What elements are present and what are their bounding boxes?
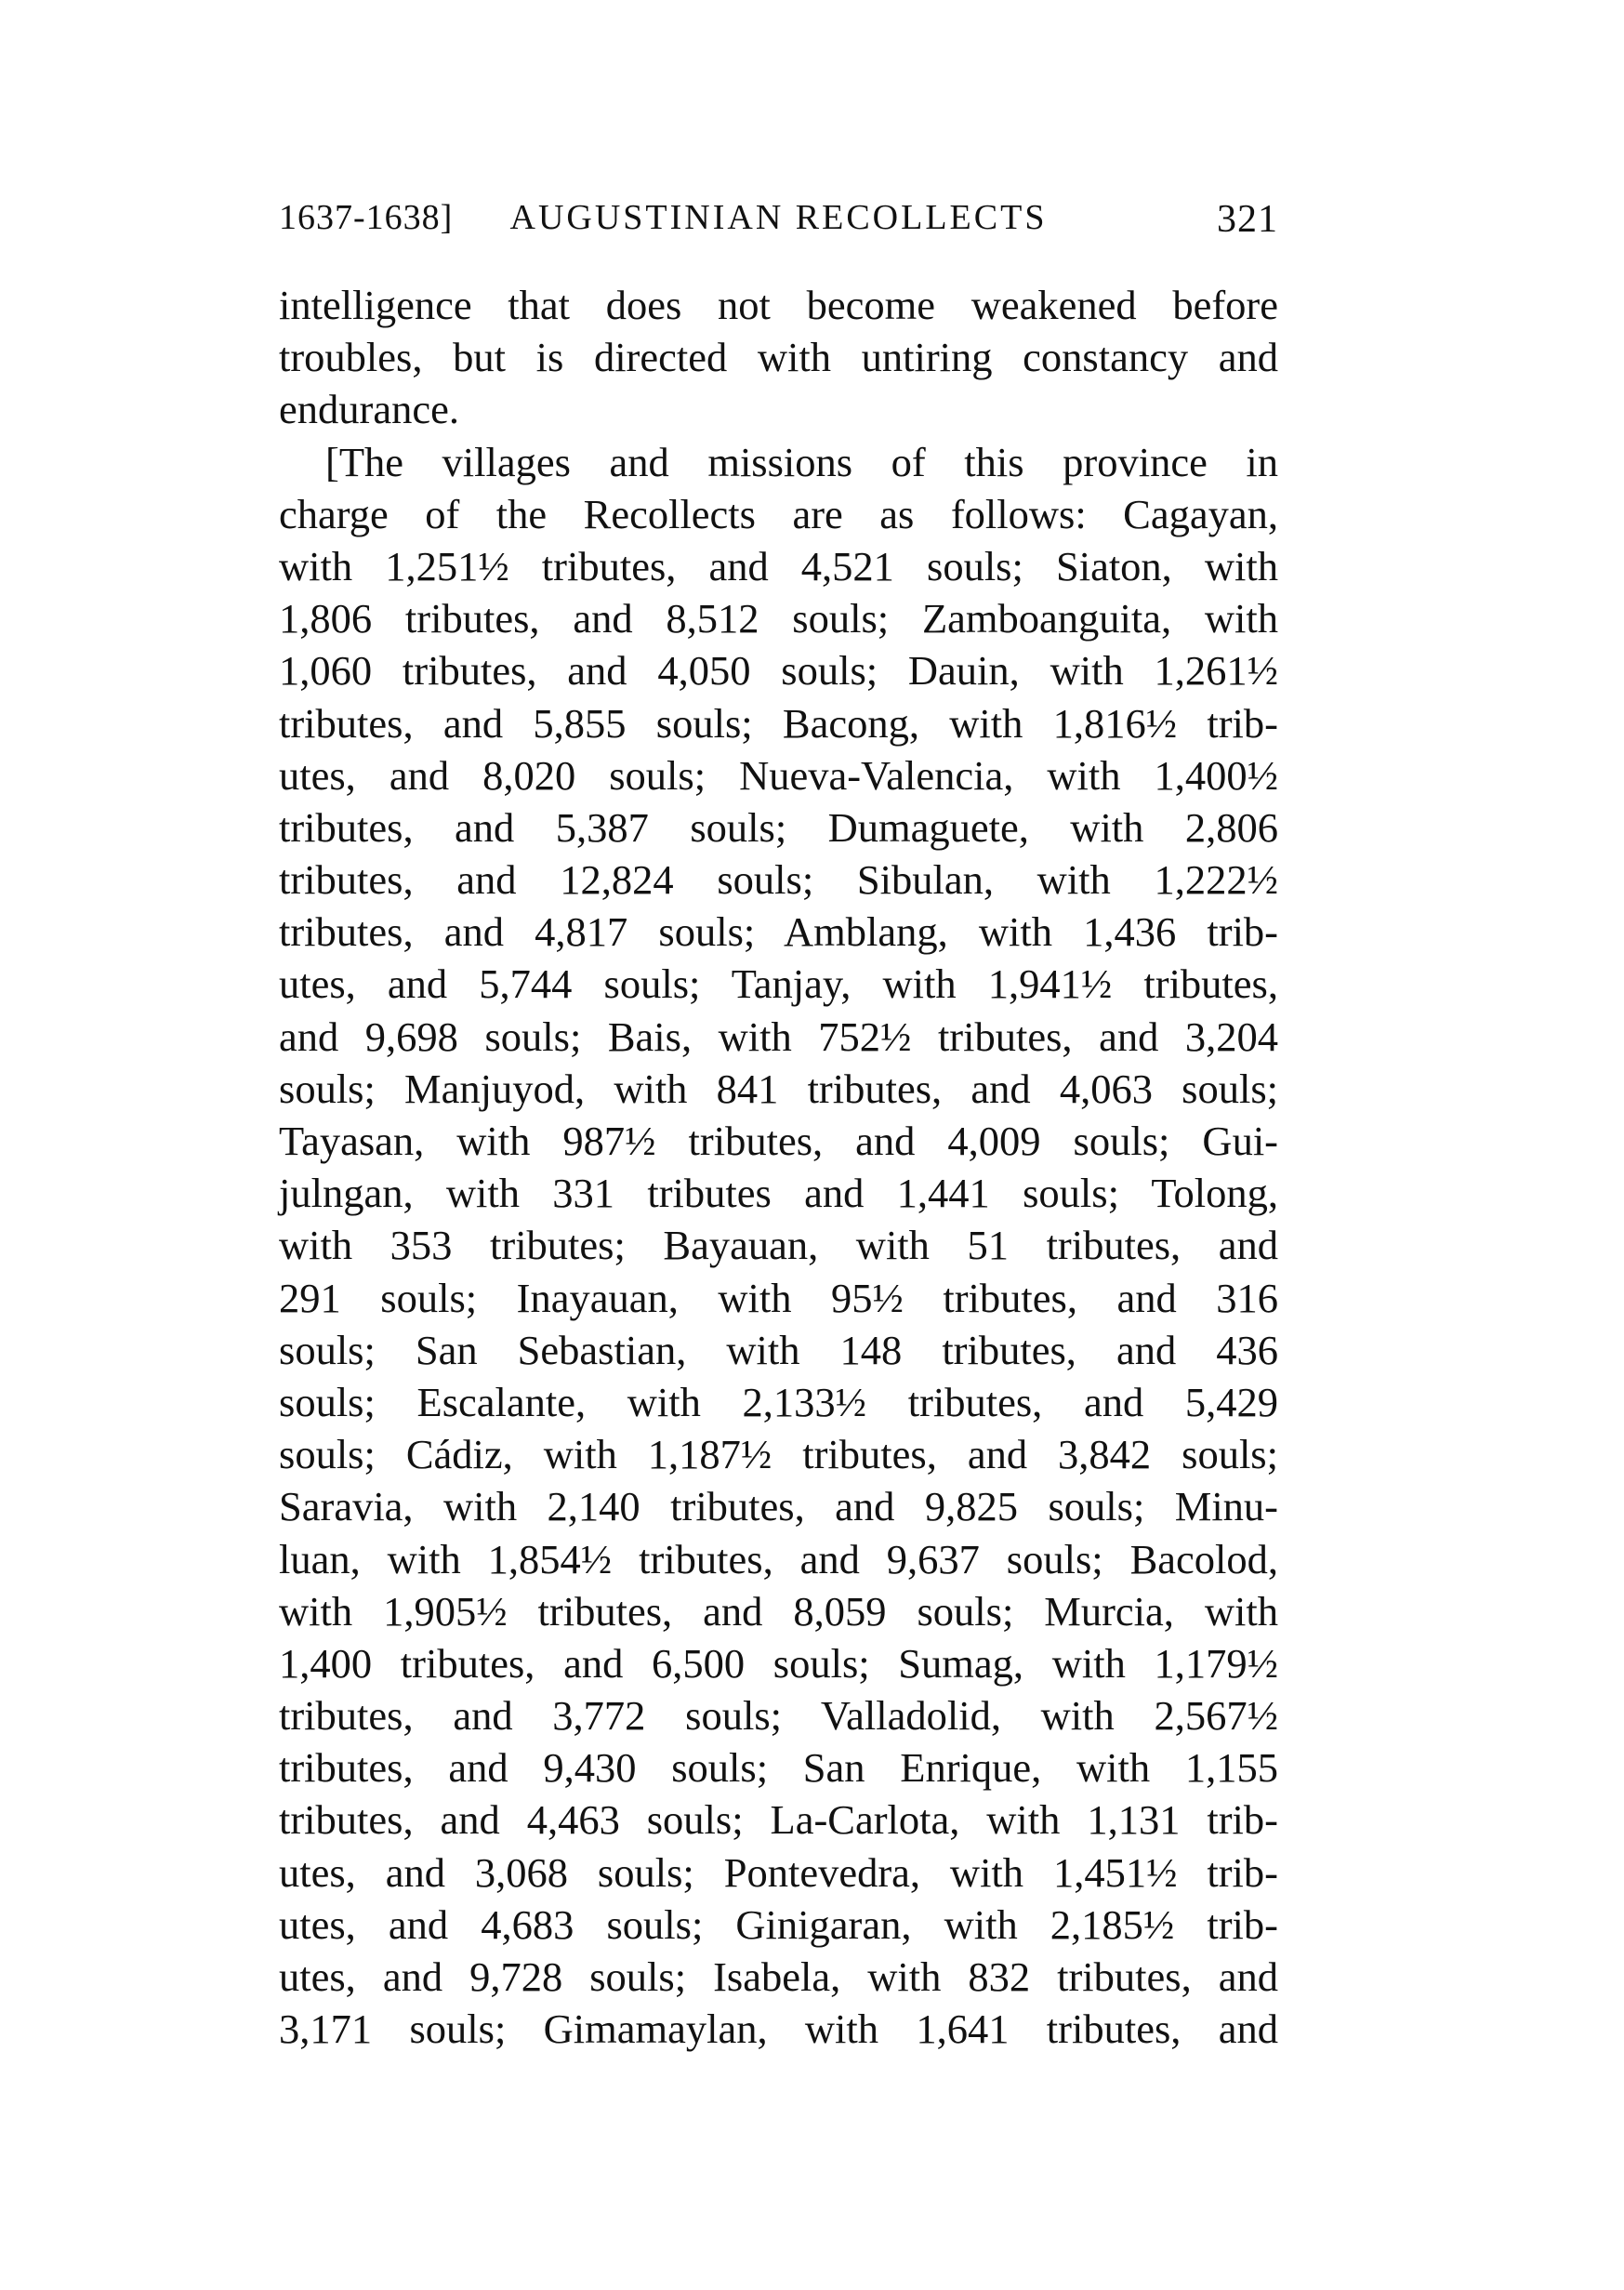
text-line: and 9,698 souls; Bais, with 752½ tributes, and 3,204: [279, 1013, 1278, 1060]
page-number: 321: [1217, 198, 1278, 241]
text-line: tributes, and 3,772 souls; Valladolid, with 2,567½: [279, 1692, 1278, 1740]
text-line: 3,171 souls; Gimamaylan, with 1,641 tributes, and: [279, 2005, 1278, 2053]
text-line: utes, and 9,728 souls; Isabela, with 832 tributes, and: [279, 1953, 1278, 2000]
text-line: with 1,905½ tributes, and 8,059 souls; Murcia, with: [279, 1587, 1278, 1635]
text-line: tributes, and 5,387 souls; Dumaguete, with 2,806: [279, 803, 1278, 851]
text-line: endurance.: [279, 386, 459, 433]
text-line: 291 souls; Inayauan, with 95½ tributes, and 316: [279, 1274, 1278, 1321]
text-line: utes, and 5,744 souls; Tanjay, with 1,941½ tributes,: [279, 960, 1278, 1008]
text-line: souls; Cádiz, with 1,187½ tributes, and 3,842 souls;: [279, 1431, 1278, 1478]
text-line: tributes, and 4,817 souls; Amblang, with 1,436 trib-: [279, 908, 1278, 956]
text-line: tributes, and 5,855 souls; Bacong, with 1,816½ trib-: [279, 699, 1278, 747]
text-line: souls; Manjuyod, with 841 tributes, and 4,063 souls;: [279, 1065, 1278, 1112]
text-line: utes, and 3,068 souls; Pontevedra, with 1,451½ trib-: [279, 1848, 1278, 1896]
running-head: [279, 197, 1278, 253]
text-line: souls; San Sebastian, with 148 tributes, and 436: [279, 1326, 1278, 1373]
text-line: with 353 tributes; Bayauan, with 51 tributes, and: [279, 1222, 1278, 1269]
text-line: with 1,251½ tributes, and 4,521 souls; Siaton, with: [279, 542, 1278, 589]
text-line: charge of the Recollects are as follows: Cagayan,: [279, 490, 1278, 537]
text-line: tributes, and 9,430 souls; San Enrique, with 1,155: [279, 1744, 1278, 1792]
text-line: [The villages and missions of this province in: [325, 438, 1278, 485]
body-text: [279, 279, 1278, 2055]
text-line: 1,806 tributes, and 8,512 souls; Zamboanguita, with: [279, 595, 1278, 642]
header-years: 1637-1638]: [279, 198, 454, 237]
text-line: intelligence that does not become weakened before: [279, 282, 1278, 328]
text-line: julngan, with 331 tributes and 1,441 souls; Tolong,: [279, 1170, 1278, 1217]
text-line: tributes, and 4,463 souls; La-Carlota, with 1,131 trib-: [279, 1796, 1278, 1844]
text-line: 1,400 tributes, and 6,500 souls; Sumag, with 1,179½: [279, 1639, 1278, 1687]
text-line: Saravia, with 2,140 tributes, and 9,825 souls; Minu-: [279, 1483, 1278, 1530]
text-line: troubles, but is directed with untiring constancy and: [279, 334, 1278, 381]
text-line: 1,060 tributes, and 4,050 souls; Dauin, with 1,261½: [279, 647, 1278, 695]
header-title: AUGUSTINIAN RECOLLECTS: [509, 198, 1048, 237]
text-line: Tayasan, with 987½ tributes, and 4,009 souls; Gui-: [279, 1118, 1278, 1164]
text-line: tributes, and 12,824 souls; Sibulan, with 1,222½: [279, 856, 1278, 904]
text-line: souls; Escalante, with 2,133½ tributes, and 5,429: [279, 1378, 1278, 1425]
text-line: luan, with 1,854½ tributes, and 9,637 souls; Bacolod,: [279, 1535, 1278, 1582]
text-line: utes, and 8,020 souls; Nueva-Valencia, with 1,400½: [279, 751, 1278, 799]
text-line: utes, and 4,683 souls; Ginigaran, with 2,185½ trib-: [279, 1900, 1278, 1948]
